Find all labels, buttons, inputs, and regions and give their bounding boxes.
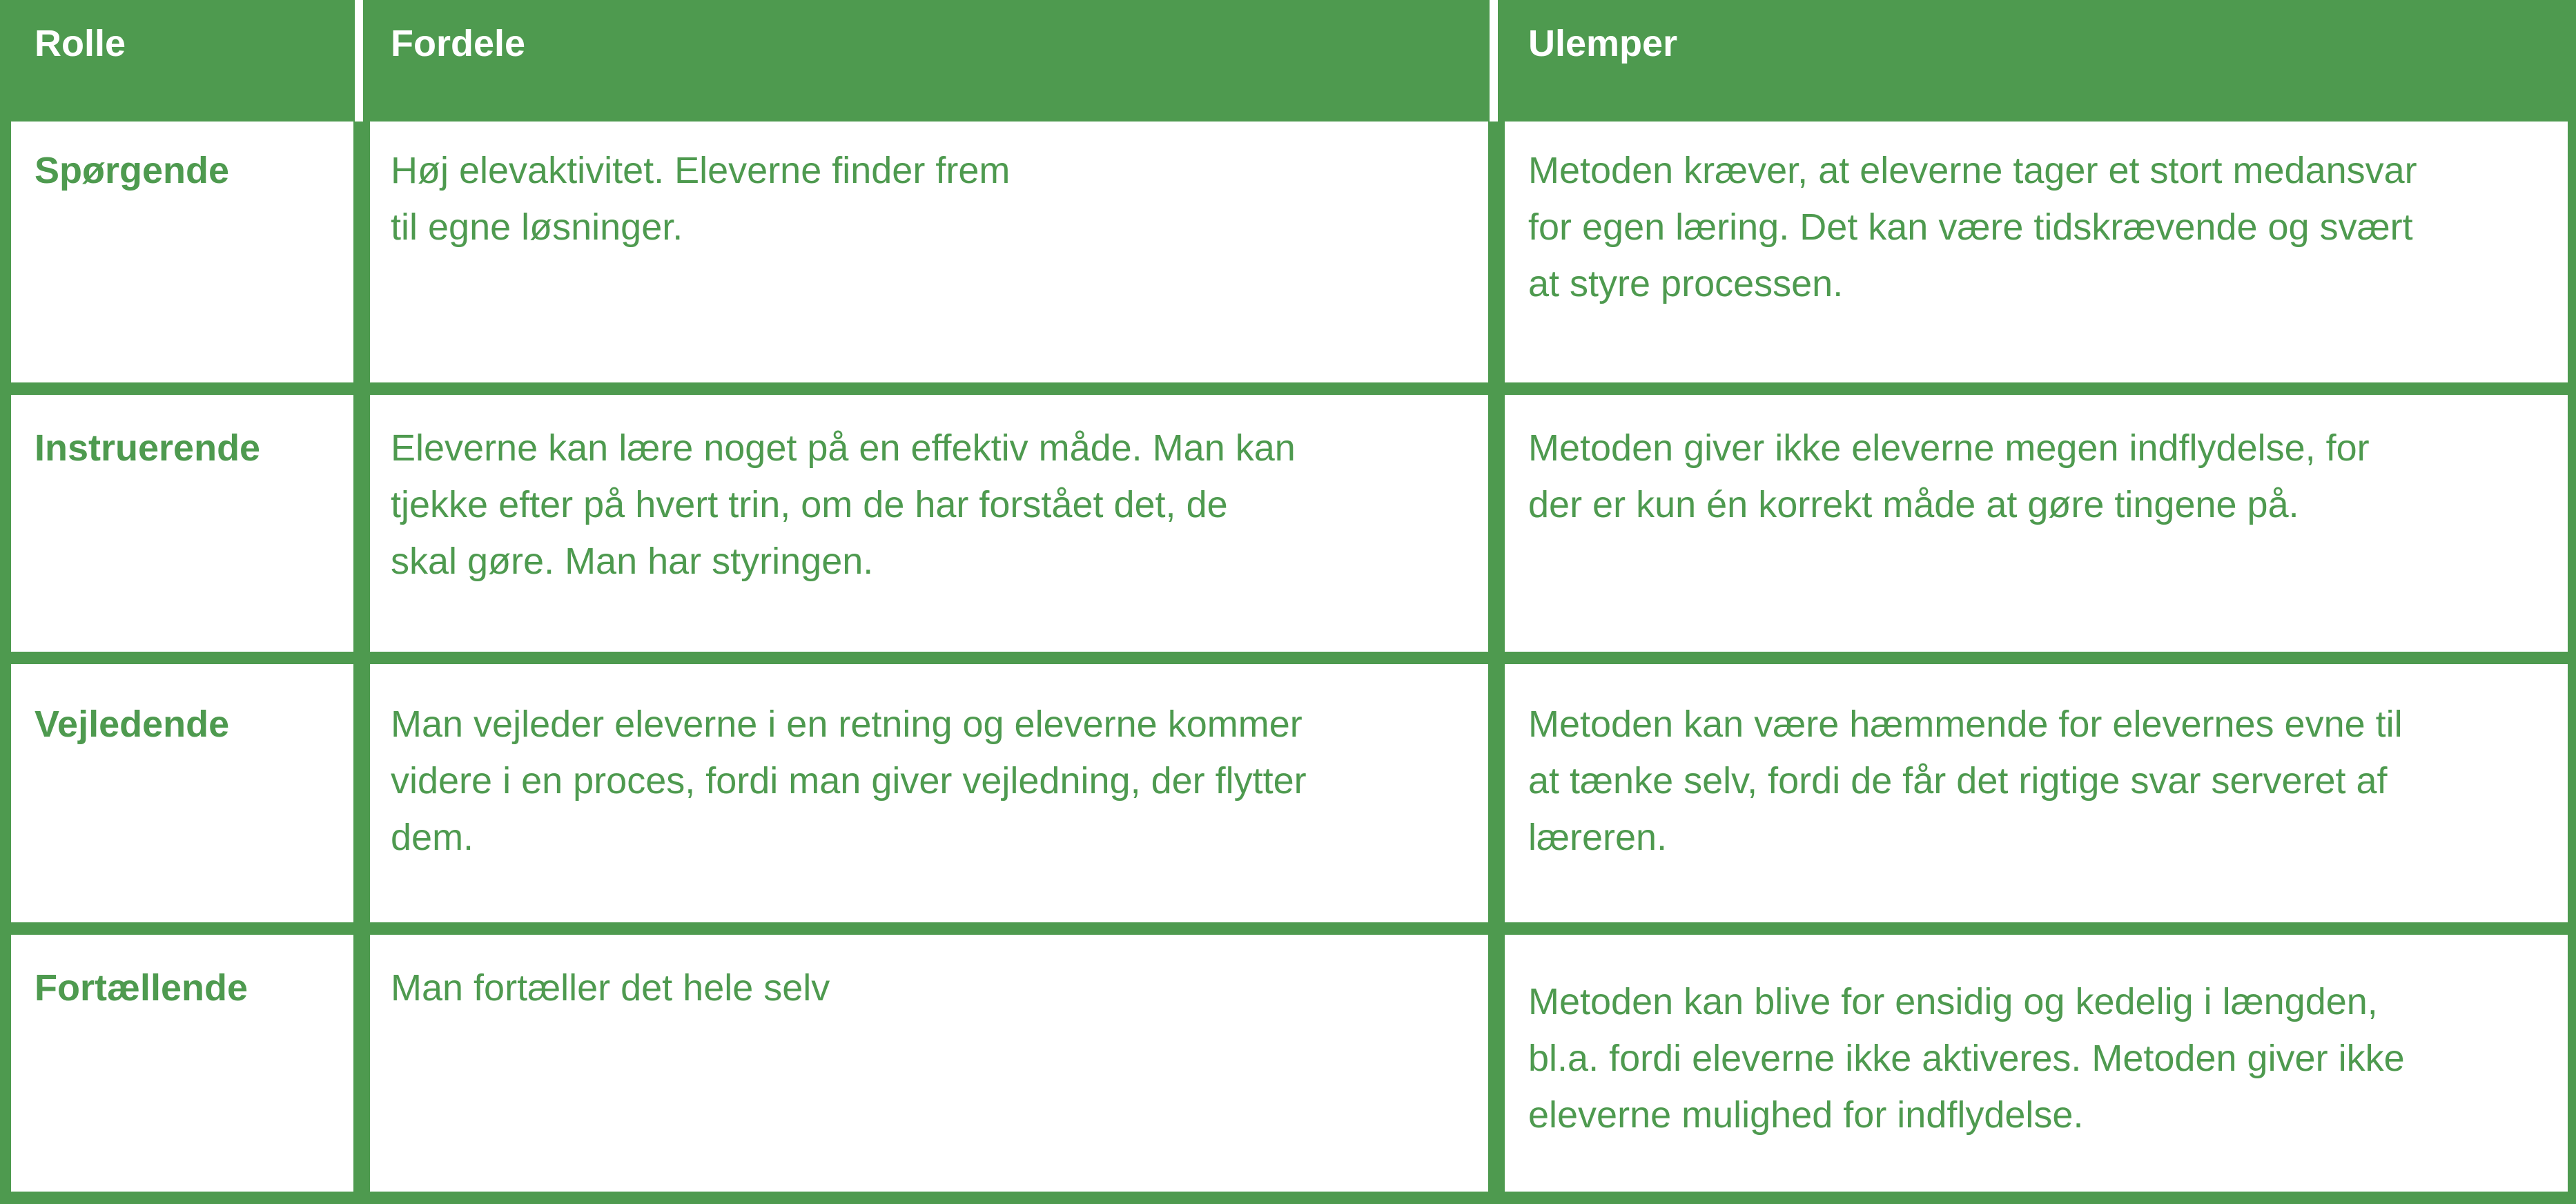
- cons-line: bl.a. fordi eleverne ikke aktiveres. Metoden giver ikke: [1528, 1038, 2405, 1079]
- header-pros: Fordele: [391, 23, 526, 64]
- pros-line: tjekke efter på hvert trin, om de har forstået det, de: [391, 484, 1228, 525]
- cons-cell: [1505, 935, 2568, 1192]
- cons-cell: [1505, 122, 2568, 382]
- pros-cell: [370, 395, 1488, 652]
- pros-line: Høj elevaktivitet. Eleverne finder frem: [391, 150, 1011, 191]
- pros-line: til egne løsninger.: [391, 206, 683, 248]
- role-cell: Fortællende: [11, 935, 353, 1192]
- cons-cell: [1505, 395, 2568, 652]
- header-separator: [355, 0, 363, 122]
- pros-line: dem.: [391, 817, 474, 858]
- pros-line: Eleverne kan lære noget på en effektiv måde. Man kan: [391, 427, 1296, 469]
- cons-line: der er kun én korrekt måde at gøre tingene på.: [1528, 484, 2299, 525]
- cons-line: at tænke selv, fordi de får det rigtige svar serveret af: [1528, 760, 2388, 802]
- pros-cell: [370, 664, 1488, 922]
- cons-cell: [1505, 664, 2568, 922]
- header-role: Rolle: [35, 23, 126, 64]
- cons-line: at styre processen.: [1528, 263, 1844, 304]
- cons-line: Metoden kan være hæmmende for elevernes evne til: [1528, 703, 2403, 745]
- role-cell: Vejledende: [11, 664, 353, 922]
- pros-cell: [370, 122, 1488, 382]
- pros-line: videre i en proces, fordi man giver vejledning, der flytter: [391, 760, 1307, 802]
- cons-line: Metoden kan blive for ensidig og kedelig i længden,: [1528, 981, 2378, 1022]
- pros-line: Man fortæller det hele selv: [391, 967, 830, 1009]
- cons-line: læreren.: [1528, 817, 1668, 858]
- cons-line: Metoden giver ikke eleverne megen indflydelse, for: [1528, 427, 2370, 469]
- pros-line: skal gøre. Man har styringen.: [391, 541, 874, 582]
- role-cell: Instruerende: [11, 395, 353, 652]
- header-separator: [1490, 0, 1498, 122]
- pros-cell: [370, 935, 1488, 1192]
- pros-line: Man vejleder eleverne i en retning og eleverne kommer: [391, 703, 1302, 745]
- cons-line: Metoden kræver, at eleverne tager et stort medansvar: [1528, 150, 2417, 191]
- role-cell: Spørgende: [11, 122, 353, 382]
- cons-line: eleverne mulighed for indflydelse.: [1528, 1094, 2084, 1136]
- header-cons: Ulemper: [1528, 23, 1678, 64]
- cons-line: for egen læring. Det kan være tidskrævende og svært: [1528, 206, 2413, 248]
